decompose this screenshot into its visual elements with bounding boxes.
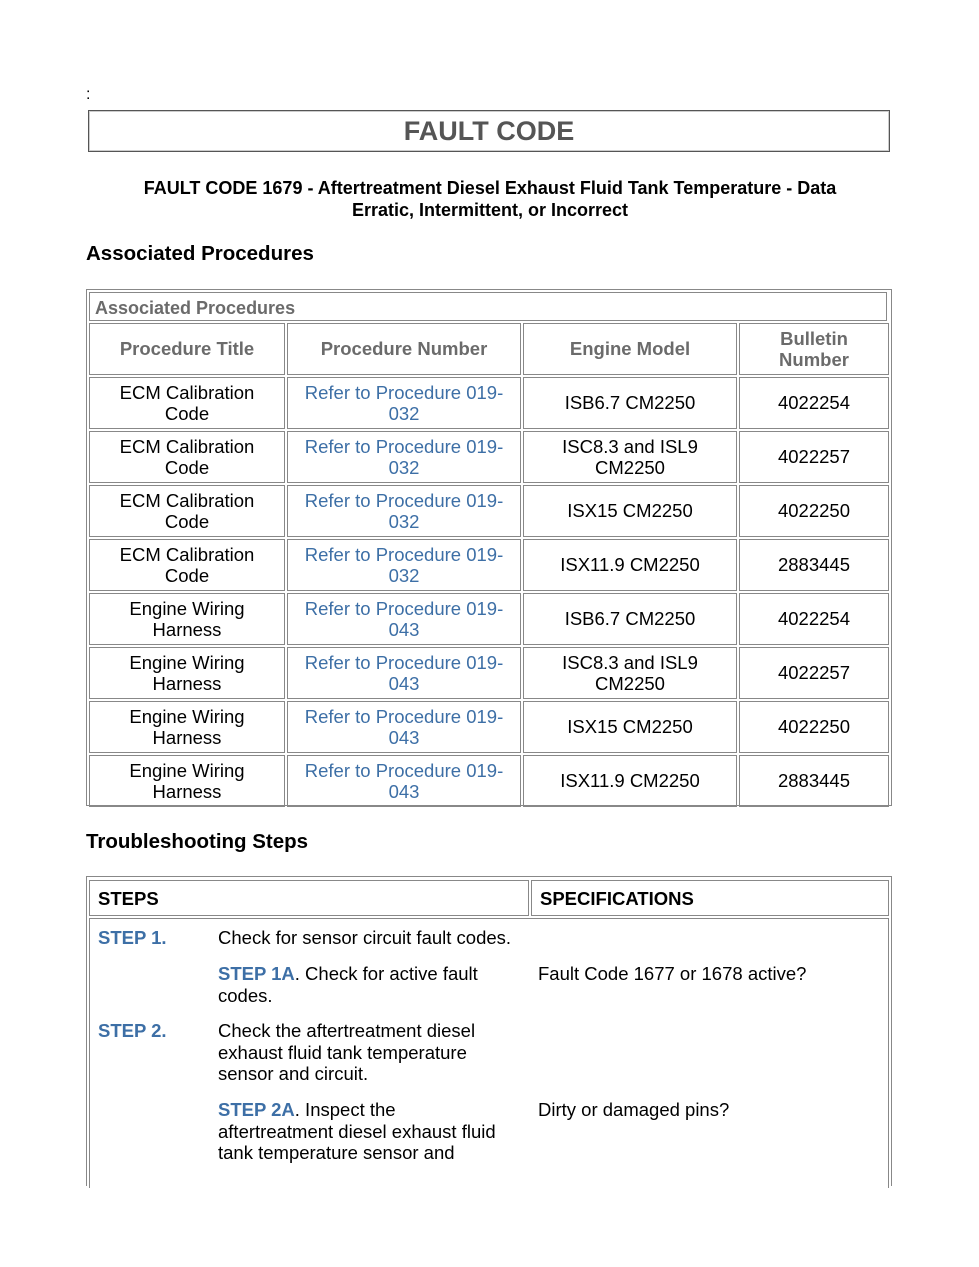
step-2-text-line3: sensor and circuit. xyxy=(218,1063,369,1084)
procedure-number-cell xyxy=(287,647,521,699)
engine-model xyxy=(560,770,700,792)
procedure-ref-line1: Refer to Procedure 019- xyxy=(304,705,504,727)
procedure-ref-line2: 043 xyxy=(388,781,420,802)
procedure-reference-link[interactable] xyxy=(305,652,503,695)
fault-code-title-line1: FAULT CODE 1679 - Aftertreatment Diesel Exhaust Fluid Tank Temperature - Data xyxy=(143,178,837,198)
engine-model-line1: ISB6.7 CM2250 xyxy=(564,608,696,630)
bulletin-number: 2883445 xyxy=(777,770,851,792)
engine-model xyxy=(562,652,698,695)
step-1a-block xyxy=(218,963,518,1006)
procedure-title-cell xyxy=(89,701,285,753)
procedure-number-cell xyxy=(287,539,521,591)
bulletin-number-cell xyxy=(739,431,889,483)
procedure-title-line1: ECM Calibration xyxy=(119,489,255,511)
bulletin-number-cell xyxy=(739,377,889,429)
procedure-title-line1: Engine Wiring xyxy=(129,705,245,727)
step-2-link[interactable]: STEP 2. xyxy=(98,1020,167,1041)
troubleshooting-steps-heading: Troubleshooting Steps xyxy=(86,830,309,853)
procedure-title-line2: Code xyxy=(164,565,210,586)
step-2a-spec: Dirty or damaged pins? xyxy=(538,1099,730,1120)
procedure-number-cell xyxy=(287,755,521,807)
bulletin-number-cell xyxy=(739,755,889,807)
engine-model-cell xyxy=(523,647,737,699)
procedure-title-line1: ECM Calibration xyxy=(119,435,255,457)
engine-model-line1: ISC8.3 and ISL9 xyxy=(562,435,698,457)
engine-model-line1: ISX11.9 CM2250 xyxy=(560,770,700,792)
header-bulletin-line1: Bulletin xyxy=(780,327,848,349)
step-1-link[interactable]: STEP 1. xyxy=(98,927,167,948)
procedure-reference-link[interactable] xyxy=(305,706,503,749)
engine-model-cell xyxy=(523,755,737,807)
procedure-title-cell xyxy=(89,377,285,429)
steps-body xyxy=(89,918,889,1188)
step-2a-link[interactable]: STEP 2A xyxy=(218,1099,295,1120)
procedure-title-line2: Harness xyxy=(152,727,222,748)
step-1a-link[interactable]: STEP 1A xyxy=(218,963,295,984)
engine-model xyxy=(562,436,698,479)
procedure-title-line2: Harness xyxy=(152,781,222,802)
procedure-title-line2: Harness xyxy=(152,673,222,694)
bulletin-number: 4022257 xyxy=(777,446,851,468)
step-2a-text-line3: tank temperature sensor and xyxy=(218,1142,455,1163)
fault-code-banner: FAULT CODE xyxy=(88,110,890,152)
specifications-column-header: SPECIFICATIONS xyxy=(531,880,889,916)
engine-model xyxy=(560,554,700,576)
procedure-title xyxy=(129,598,244,641)
procedure-ref-line1: Refer to Procedure 019- xyxy=(304,759,504,781)
bulletin-number: 4022257 xyxy=(777,662,851,684)
engine-model-cell xyxy=(523,485,737,537)
bulletin-number-cell xyxy=(739,593,889,645)
engine-model-line1: ISX15 CM2250 xyxy=(567,500,693,522)
header-bulletin-line2: Number xyxy=(779,349,849,370)
procedure-title xyxy=(120,436,255,479)
fault-code-title-line2: Erratic, Intermittent, or Incorrect xyxy=(351,200,629,220)
header-procedure-title-text: Procedure Title xyxy=(119,338,255,360)
bulletin-number: 2883445 xyxy=(777,554,851,576)
procedure-title xyxy=(120,544,255,587)
fault-code-title xyxy=(110,177,870,221)
engine-model-cell xyxy=(523,701,737,753)
step-1a-spec: Fault Code 1677 or 1678 active? xyxy=(538,963,807,984)
engine-model-line1: ISX15 CM2250 xyxy=(567,716,693,738)
procedure-number-cell xyxy=(287,701,521,753)
bulletin-number-cell xyxy=(739,485,889,537)
bulletin-number: 4022254 xyxy=(777,608,851,630)
procedure-number-cell xyxy=(287,377,521,429)
troubleshooting-steps-table xyxy=(86,876,892,1186)
engine-model-cell xyxy=(523,377,737,429)
procedure-title-line1: Engine Wiring xyxy=(129,651,245,673)
step-2-block xyxy=(218,1020,518,1085)
procedure-ref-line1: Refer to Procedure 019- xyxy=(304,543,504,565)
procedure-reference-link[interactable] xyxy=(305,436,503,479)
procedure-title-line1: Engine Wiring xyxy=(129,597,245,619)
procedure-title-cell xyxy=(89,485,285,537)
header-engine-model xyxy=(523,323,737,375)
bulletin-number: 4022250 xyxy=(777,500,851,522)
procedure-title xyxy=(120,382,255,425)
procedure-title xyxy=(120,490,255,533)
procedure-ref-line2: 043 xyxy=(388,619,420,640)
procedure-title-line1: ECM Calibration xyxy=(119,543,255,565)
engine-model-cell xyxy=(523,539,737,591)
step-1a-text-line2: codes. xyxy=(218,984,273,1006)
procedure-title-line2: Code xyxy=(164,457,210,478)
step-1a-text-line1: . Check for active fault xyxy=(294,963,478,984)
procedure-ref-line1: Refer to Procedure 019- xyxy=(304,489,504,511)
procedure-title-line2: Harness xyxy=(152,619,222,640)
engine-model-cell xyxy=(523,431,737,483)
bulletin-number: 4022254 xyxy=(777,392,851,414)
header-bulletin-number xyxy=(739,323,889,375)
procedure-number-cell xyxy=(287,593,521,645)
procedure-ref-line1: Refer to Procedure 019- xyxy=(304,381,504,403)
procedure-title xyxy=(129,760,244,803)
engine-model xyxy=(565,608,696,630)
procedure-title-line1: ECM Calibration xyxy=(119,381,255,403)
engine-model-line1: ISC8.3 and ISL9 xyxy=(562,651,698,673)
procedure-title xyxy=(129,706,244,749)
engine-model xyxy=(567,500,692,522)
associated-procedures-table xyxy=(86,289,892,806)
table-caption: Associated Procedures xyxy=(89,292,887,321)
procedure-title-line1: Engine Wiring xyxy=(129,759,245,781)
procedure-title-cell xyxy=(89,539,285,591)
header-bulletin-number-text xyxy=(779,328,849,371)
step-2a-block xyxy=(218,1099,528,1164)
procedure-ref-line1: Refer to Procedure 019- xyxy=(304,651,504,673)
procedure-ref-line2: 032 xyxy=(388,403,420,424)
procedure-reference-link[interactable] xyxy=(305,598,503,641)
procedure-title-line2: Code xyxy=(164,511,210,532)
engine-model-line1: ISB6.7 CM2250 xyxy=(564,392,696,414)
procedure-ref-line1: Refer to Procedure 019- xyxy=(304,435,504,457)
procedure-number-cell xyxy=(287,431,521,483)
step-1-text: Check for sensor circuit fault codes. xyxy=(218,927,512,948)
procedure-reference-link[interactable] xyxy=(305,544,503,587)
engine-model-line1: ISX11.9 CM2250 xyxy=(560,554,700,576)
procedure-reference-link[interactable] xyxy=(305,760,503,803)
procedure-ref-line1: Refer to Procedure 019- xyxy=(304,597,504,619)
bulletin-number-cell xyxy=(739,539,889,591)
procedure-reference-link[interactable] xyxy=(305,490,503,533)
procedure-ref-line2: 043 xyxy=(388,727,420,748)
steps-column-header: STEPS xyxy=(89,880,529,916)
bulletin-number-cell xyxy=(739,701,889,753)
step-2a-text-line2: aftertreatment diesel exhaust fluid xyxy=(218,1120,496,1142)
engine-model-line2: CM2250 xyxy=(595,457,665,478)
engine-model xyxy=(567,716,692,738)
procedure-title xyxy=(129,652,244,695)
header-engine-model-text: Engine Model xyxy=(569,338,691,360)
bulletin-number-cell xyxy=(739,647,889,699)
engine-model-line2: CM2250 xyxy=(595,673,665,694)
step-2-text-line2: exhaust fluid tank temperature xyxy=(218,1041,467,1063)
procedure-title-cell xyxy=(89,755,285,807)
procedure-ref-line2: 043 xyxy=(388,673,420,694)
procedure-title-line2: Code xyxy=(164,403,210,424)
procedure-title-cell xyxy=(89,431,285,483)
procedure-title-cell xyxy=(89,647,285,699)
engine-model-cell xyxy=(523,593,737,645)
associated-procedures-heading: Associated Procedures xyxy=(86,242,314,265)
procedure-ref-line2: 032 xyxy=(388,457,420,478)
bulletin-number: 4022250 xyxy=(777,716,851,738)
header-procedure-number-text: Procedure Number xyxy=(320,338,488,360)
procedure-ref-line2: 032 xyxy=(388,511,420,532)
procedure-number-cell xyxy=(287,485,521,537)
engine-model xyxy=(565,392,696,414)
header-procedure-title xyxy=(89,323,285,375)
page-colon: : xyxy=(86,86,91,103)
procedure-title-cell xyxy=(89,593,285,645)
step-2-text-line1: Check the aftertreatment diesel xyxy=(218,1020,476,1041)
header-procedure-number xyxy=(287,323,521,375)
step-2a-text-line1: . Inspect the xyxy=(294,1099,396,1120)
procedure-ref-line2: 032 xyxy=(388,565,420,586)
procedure-reference-link[interactable] xyxy=(305,382,503,425)
